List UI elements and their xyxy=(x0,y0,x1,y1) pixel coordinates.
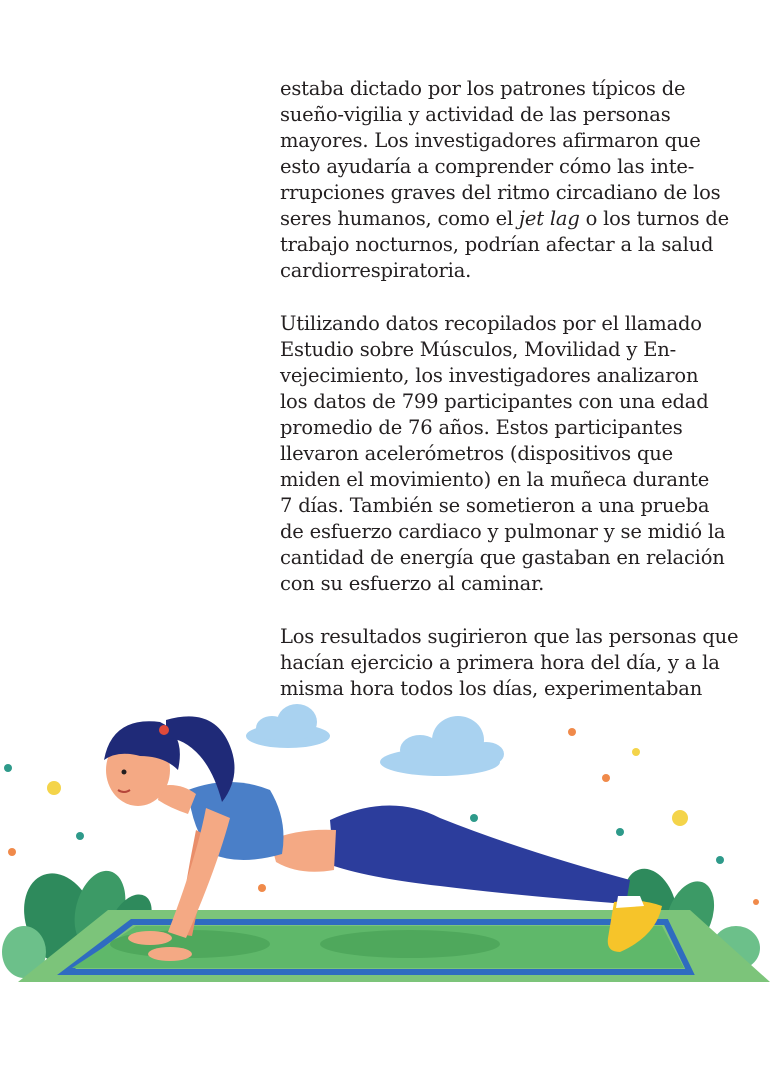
paragraph-2: Utilizando datos recopilados por el llamado Estudio sobre Músculos, Movilidad y En- vejecimiento, los investigadores analizaron los datos de 799 participantes con una edad promedio de 76 años. Estos participantes llevaron acelerómetros (dispositivos que miden el movimiento) en la muñeca durante 7 días. También se sometieron a una prueba de esfuerzo cardiaco y pulmonar y se midió la cantidad de energía que gastaban en relación con su esfuerzo al caminar. xyxy=(280,312,726,595)
paragraph-1-text-b: o los turnos de trabajo nocturnos, podrían afectar a la salud cardiorrespiratoria. xyxy=(280,207,729,282)
paragraph-1-text-a: estaba dictado por los patrones típicos de sueño-vigilia y actividad de las personas mayores. Los investigadores afirmaron que esto ayudaría a comprender cómo las inte- rrupciones graves del ritmo circadiano de los seres humanos, como el xyxy=(280,77,721,230)
article-body xyxy=(280,76,740,729)
yoga-mat-icon xyxy=(18,910,770,982)
jet-lag-term: jet lag xyxy=(519,207,580,230)
cloud-icon xyxy=(246,704,504,776)
paragraph-1 xyxy=(280,76,740,284)
woman-plank-icon xyxy=(0,690,780,1000)
plank-exercise-illustration xyxy=(0,690,780,1000)
paragraph-3: Los resultados sugirieron que las personas que hacían ejercicio a primera hora del día, y a la misma hora todos los días, experimentaban xyxy=(280,625,739,700)
